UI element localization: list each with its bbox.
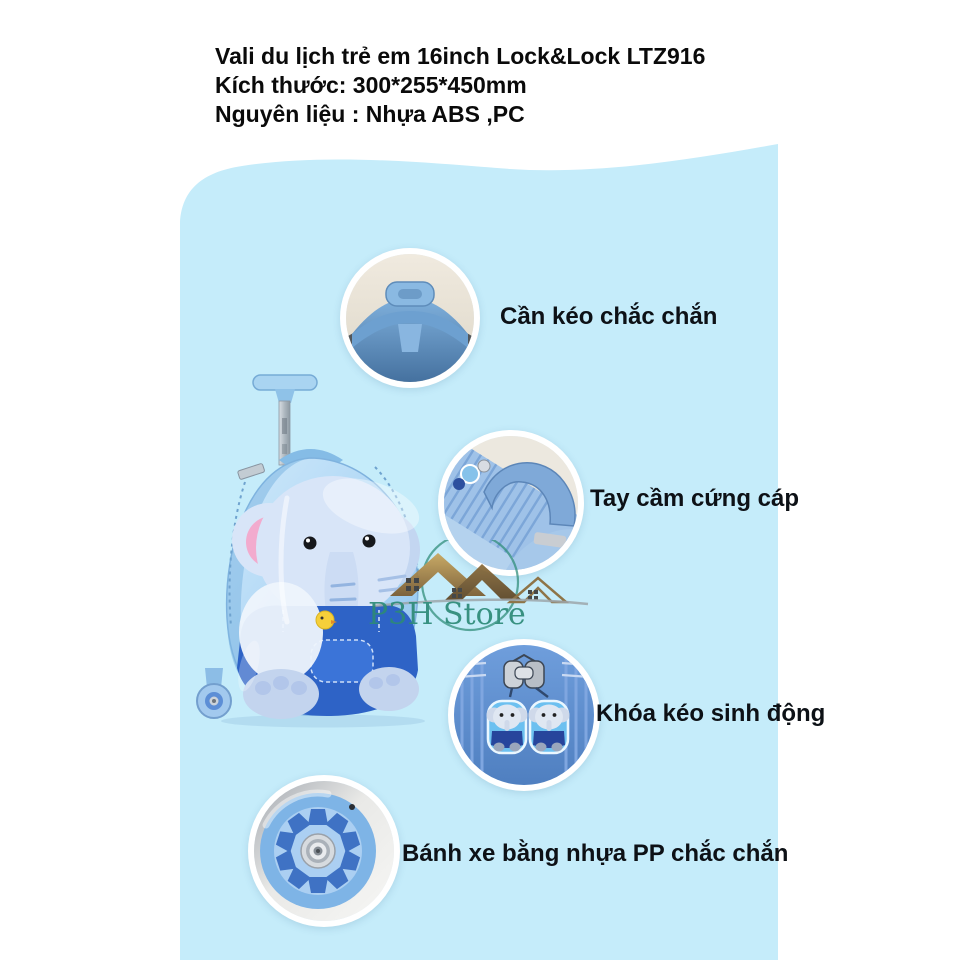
- wheel-closeup-icon: [254, 781, 394, 921]
- callout-label-wheel: Bánh xe bằng nhựa PP chắc chắn: [402, 840, 789, 867]
- callout-circle-wheel: [248, 775, 400, 927]
- callout-circle-zipper-pulls: [448, 639, 600, 791]
- store-logo-icon: [360, 540, 600, 650]
- zipper-pulls-closeup-icon: [454, 645, 594, 785]
- callout-circle-trolley-handle: [340, 248, 480, 388]
- product-header: [215, 42, 705, 129]
- callout-label-zipper-pulls: Khóa kéo sinh động: [596, 700, 826, 727]
- zipper-lock: [237, 463, 265, 480]
- trolley-handle-closeup-icon: [346, 254, 474, 382]
- product-title: Vali du lịch trẻ em 16inch Lock&Lock LTZ916: [215, 43, 706, 69]
- callout-label-trolley-handle: Cần kéo chắc chắn: [500, 303, 718, 330]
- trolley-handle: [253, 375, 317, 403]
- store-watermark: [360, 540, 600, 650]
- suitcase-shadow: [221, 715, 425, 728]
- wheel-graphic: [260, 793, 376, 909]
- elephant-charm-left: [487, 701, 528, 753]
- elephant-charm-right: [529, 701, 570, 753]
- callout-label-carry-handle: Tay cầm cứng cáp: [590, 485, 800, 512]
- product-dimensions: Kích thước: 300*255*450mm: [215, 72, 527, 98]
- product-material: Nguyên liệu : Nhựa ABS ,PC: [215, 101, 525, 127]
- suitcase-wheel: [197, 668, 231, 718]
- store-name: P3H Store: [368, 597, 526, 632]
